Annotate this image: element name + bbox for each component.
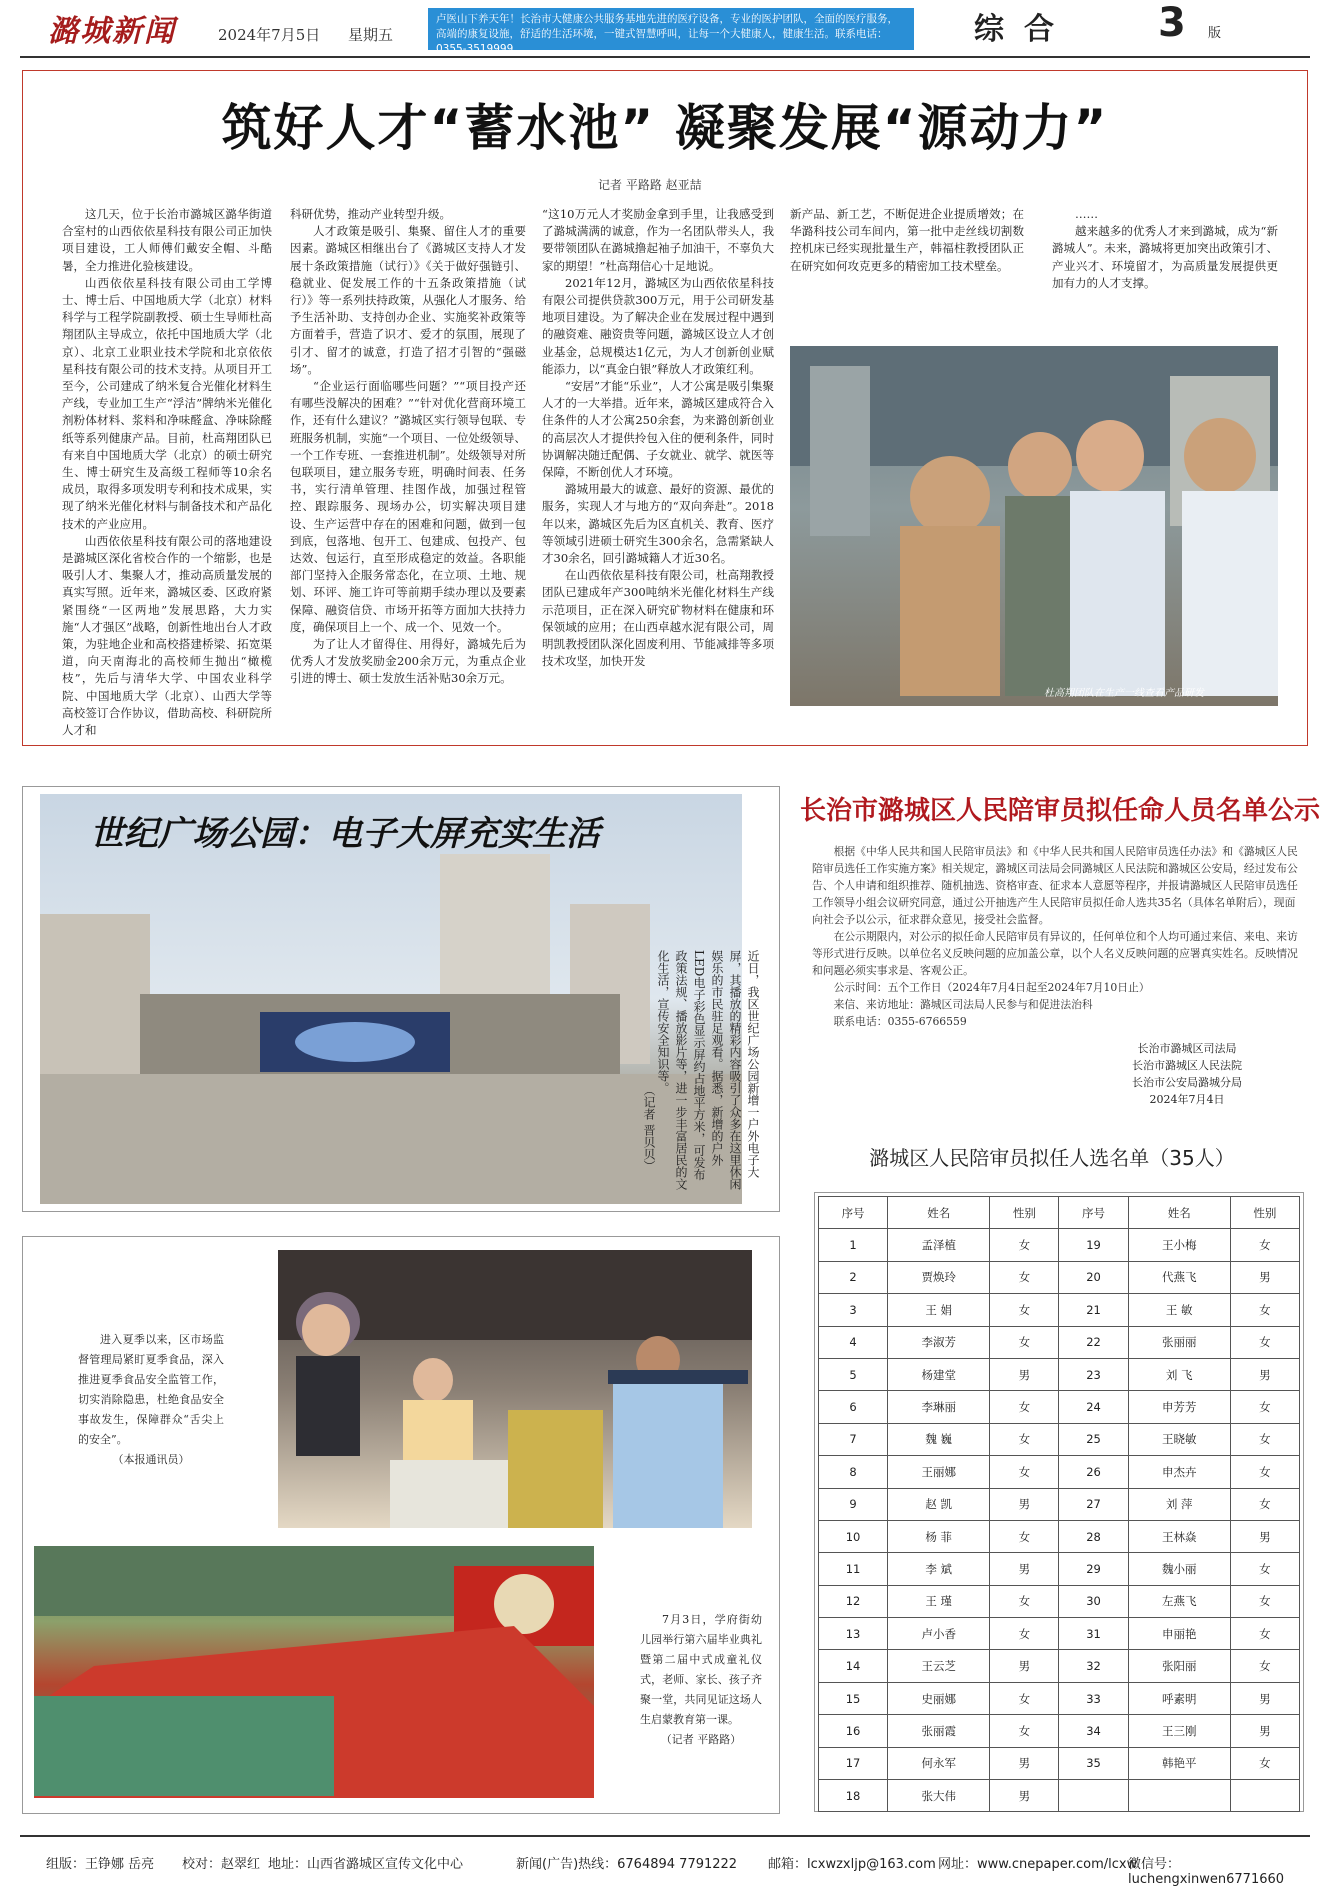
newspaper-logo: 潞城新闻 [48,14,176,49]
issue-date: 2024年7月5日 [218,26,321,44]
table-cell: 魏 巍 [888,1423,990,1455]
table-cell: 王林焱 [1128,1520,1230,1552]
table-cell: 7 [819,1423,888,1455]
ceremony-text [640,1610,762,1750]
table-cell: 15 [819,1682,888,1714]
paragraph: 为了让人才留得住、用得好，潞城先后为优秀人才发放奖励金200余万元，为重点企业引进的博士、硕士发放生活补贴30余万元。 [290,637,526,686]
table-cell: 王 瑾 [888,1585,990,1617]
graduation-ceremony-photo [34,1546,594,1798]
table-cell: 李淑芳 [888,1326,990,1358]
paragraph: 山西依依星科技有限公司的落地建设是潞城区深化省校合作的一个缩影，也是吸引人才、集聚人才，推动高质量发展的真实写照。近年来，潞城区委、区政府紧紧围绕“一区两地”发展思路，大力实施“人才强区”战略，创新性地出台人才政策，为驻地企业和高校搭建桥梁、拓宽渠道，向天南海北的高校师生抛出“橄榄枝”，先后与清华大学、中国农业科学院、中国地质大学（北京）、山西大学等高校签订合作协议，借助高校、科研院所人才和 [62,533,272,738]
table-cell: 12 [819,1585,888,1617]
lead-headline: 筑好人才“蓄水池” 凝聚发展“源动力” [221,99,1109,157]
table-cell: 女 [990,1261,1059,1293]
table-row [819,1780,1300,1812]
table-cell: 王 敏 [1128,1294,1230,1326]
table-cell: 杨建堂 [888,1358,990,1390]
table-cell: 申芳芳 [1128,1391,1230,1423]
table-cell: 男 [1230,1715,1299,1747]
lead-column-2 [290,206,526,688]
page-suffix: 版 [1208,26,1222,41]
table-cell: 8 [819,1456,888,1488]
table-row [819,1456,1300,1488]
table-cell: 王 娟 [888,1294,990,1326]
table-cell: 申丽艳 [1128,1618,1230,1650]
table-cell: 孟泽植 [888,1229,990,1261]
table-cell: 女 [990,1229,1059,1261]
table-cell: 史丽娜 [888,1682,990,1714]
table-cell: 11 [819,1553,888,1585]
masthead-rule [20,56,1310,58]
section-name: 综合 [974,12,1074,47]
paragraph: “企业运行面临哪些问题？”“项目投产还有哪些没解决的困难？”“针对优化营商环境工作，还有什么建议？”潞城区实行领导包联、专班服务机制，实施“一个项目、一位处级领导、一个工作专班、一套推进机制”。处级领导对所包联项目，建立服务专班，明确时间表、任务书，实行清单管理、挂图作战，加强过程管控、跟踪服务、现场办公，切实解决项目建设、生产运营中存在的困难和问题，做到一包到底，包落地、包开工、包建成、包投产、包达效、包运行，直至形成稳定的效益。各职能部门坚持入企服务常态化，在立项、土地、规划、环评、施工许可等前期手续办理以及要素保障、融资信贷、市场开拓等方面加大扶持力度，确保项目上一个、成一个、见效一个。 [290,379,526,634]
table-row [819,1747,1300,1779]
table-cell: 呼素明 [1128,1682,1230,1714]
signer: 长治市潞城区人民法院 [1132,1059,1242,1072]
table-header-cell: 姓名 [1128,1197,1230,1229]
paragraph: 山西依依星科技有限公司由工学博士、博士后、中国地质大学（北京）材料科学与工程学院副教授、硕士生导师杜高翔团队主导成立，依托中国地质大学（北京）、北京工业职业技术学院和北京依依星科技有限公司的技术支持。从项目开工至今，公司建成了纳米复合光催化材料生产线，专业加工生产“浮洁”牌纳米光催化剂粉体材料、浆料和净味醛盒、净味除醛纸等系列健康产品。目前，杜高翔团队已有来自中国地质大学（北京）的硕士研究生、博士研究生及高级工程师等10余名成员，取得多项发明专利和技术成果，实现了纳米光催化材料与制备技术和产品化技术的产业应用。 [62,275,272,531]
table-cell: 13 [819,1618,888,1650]
factory-photo [790,346,1278,706]
table-cell: 女 [1230,1294,1299,1326]
table-cell: 33 [1059,1682,1128,1714]
table-row [819,1294,1300,1326]
table-cell: 男 [1230,1520,1299,1552]
table-row [819,1358,1300,1390]
table-cell: 男 [990,1650,1059,1682]
paragraph: 这几天，位于长治市潞城区潞华街道合室村的山西依依星科技有限公司正加快项目建设，工人师傅们戴安全帽、斗酷暑，全力推进化验核建设。 [62,207,272,273]
photo-caption: 杜高翔团队在生产一线查看产品研发 [1044,688,1204,699]
signer: 长治市潞城区司法局 [1137,1042,1237,1055]
paragraph: 进入夏季以来，区市场监督管理局紧盯夏季食品，深入推进夏季食品安全监管工作，切实消除隐患，杜绝食品安全事故发生，保障群众“舌尖上的安全”。 [78,1333,224,1446]
plaza-scene-illustration [40,794,742,1204]
paragraph: 联系电话：0355-6766559 [833,1015,967,1028]
table-header-row [819,1197,1300,1229]
table-cell: 杨 菲 [888,1520,990,1552]
table-cell: 3 [819,1294,888,1326]
table-header-cell: 序号 [1059,1197,1128,1229]
table-cell: 34 [1059,1715,1128,1747]
table-cell: 女 [1230,1391,1299,1423]
table-row [819,1326,1300,1358]
table-cell: 男 [1230,1358,1299,1390]
table-cell: 女 [990,1520,1059,1552]
table-cell: 25 [1059,1423,1128,1455]
plaza-screen-photo [40,794,742,1204]
table-cell: 女 [1230,1456,1299,1488]
table-cell: 申杰卉 [1128,1456,1230,1488]
table-cell [1128,1780,1230,1812]
table-cell: 10 [819,1520,888,1552]
table-cell: 35 [1059,1747,1128,1779]
table-row [819,1423,1300,1455]
table-cell: 张阳丽 [1128,1650,1230,1682]
notice-signers [1102,1040,1272,1108]
table-cell: 刘 飞 [1128,1358,1230,1390]
table-cell: 23 [1059,1358,1128,1390]
paragraph: 越来越多的优秀人才来到潞城，成为“新潞城人”。未来，潞城将更加突出政策引才、产业兴才、环境留才，为高质量发展提供更加有力的人才支撑。 [1052,224,1278,290]
table-cell: 男 [990,1780,1059,1812]
juror-table [818,1196,1300,1812]
lead-column-4 [790,206,1024,275]
table-cell: 男 [1230,1261,1299,1293]
lead-column-1 [62,206,272,739]
ceremony-scene-illustration [34,1546,594,1798]
lead-column-3 [542,206,774,670]
table-cell: 17 [819,1747,888,1779]
footer-address: 地址：山西省潞城区宣传文化中心 [268,1857,464,1872]
factory-scene-illustration [790,346,1278,706]
table-header-cell: 性别 [990,1197,1059,1229]
table-cell: 李琳丽 [888,1391,990,1423]
signer: 长治市公安局潞城分局 [1132,1076,1242,1089]
table-row [819,1488,1300,1520]
table-cell: 女 [990,1682,1059,1714]
footer-hotline: 新闻(广告)热线：6764894 7791222 [516,1857,738,1872]
table-row [819,1520,1300,1552]
paragraph: 公示时间：五个工作日（2024年7月4日起至2024年7月10日止） [833,981,1150,994]
table-cell: 24 [1059,1391,1128,1423]
table-cell: 女 [990,1326,1059,1358]
paragraph: “这10万元人才奖励金拿到手里，让我感受到了潞城满满的诚意，作为一名团队带头人，我要带领团队在潞城撸起袖子加油干，不辜负大家的期望！”杜高翔信心十足地说。 [542,207,774,273]
paragraph: 人才政策是吸引、集聚、留住人才的重要因素。潞城区相继出台了《潞城区支持人才发展十条政策措施（试行）》《关于做好强链引、稳就业、促发展工作的十五条政策措施（试行）》等一系列扶持政策，从强化人才服务、给予生活补助、支持创办企业、实施奖补政策等方面着手，营造了识才、爱才的氛围，展现了引才、留才的诚意，打造了招才引智的“强磁场”。 [290,224,526,376]
table-cell: 31 [1059,1618,1128,1650]
table-cell: 女 [990,1294,1059,1326]
table-cell: 女 [1230,1650,1299,1682]
table-row [819,1585,1300,1617]
table-cell: 李 斌 [888,1553,990,1585]
market-inspection-photo [278,1250,752,1528]
table-cell: 贾焕玲 [888,1261,990,1293]
plaza-text: 近日，我区世纪广场公园新增一户外电子大屏，其播放的精彩内容吸引了众多在这里休闲娱乐的市民驻足观看。据悉，新增的户外LED电子彩色显示屏约占地平方米，可发布政策法规、播放影片等，进一步丰富居民的文化生活，宣传安全知识等。 [656,950,760,1190]
signer-date: 2024年7月4日 [1149,1093,1225,1106]
table-row [819,1650,1300,1682]
table-cell [1230,1780,1299,1812]
table-row [819,1715,1300,1747]
table-cell: 张丽丽 [1128,1326,1230,1358]
table-cell: 女 [1230,1585,1299,1617]
market-scene-illustration [278,1250,752,1528]
table-cell: 男 [990,1747,1059,1779]
food-safety-text [78,1330,224,1470]
table-cell: 男 [990,1488,1059,1520]
ad-text: 卢医山下养天年！长治市大健康公共服务基地先进的医疗设备，专业的医护团队，全面的医疗服务，高端的康复设施，舒适的生活环境，一键式智慧呼叫，让每一个大健康人，健康生活。联系电话：0355-3519999 [436,13,898,55]
table-cell: 左燕飞 [1128,1585,1230,1617]
table-cell: 4 [819,1326,888,1358]
paragraph: 7月3日，学府街幼儿园举行第六届毕业典礼暨第二届中式成童礼仪式，老师、家长、孩子齐聚一堂，共同见证这场人生启蒙教育第一课。 [640,1613,762,1726]
table-cell: 女 [990,1456,1059,1488]
table-cell: 女 [1230,1488,1299,1520]
table-cell: 5 [819,1358,888,1390]
table-cell: 魏小丽 [1128,1553,1230,1585]
table-cell: 女 [990,1715,1059,1747]
issue-weekday: 星期五 [348,26,394,44]
table-header-cell: 性别 [1230,1197,1299,1229]
table-cell: 张丽霞 [888,1715,990,1747]
table-header-cell: 序号 [819,1197,888,1229]
table-cell: 18 [819,1780,888,1812]
paragraph: 2021年12月，潞城区为山西依依星科技有限公司提供贷款300万元，用于公司研发基地项目建设。为了解决企业在发展过程中遇到的融资难、融资贵等问题，潞城区设立人才创业基金，总规模达1亿元，为人才创新创业赋能添力，以“真金白银”释放人才政策红利。 [542,275,774,376]
footer-editor: 组版：王铮娜 岳亮 [46,1857,155,1872]
table-header-cell: 姓名 [888,1197,990,1229]
table-cell: 王晓敏 [1128,1423,1230,1455]
table-cell: 2 [819,1261,888,1293]
table-cell: 女 [990,1423,1059,1455]
table-row [819,1391,1300,1423]
table-cell: 女 [1230,1423,1299,1455]
paragraph: 在山西依依星科技有限公司，杜高翔教授团队已建成年产300吨纳米光催化材料生产线示范项目，正在深入研究矿物材料在健康和环保领域的应用；在山西卓越水泥有限公司，周明凯教授团队深化固废利用、节能减排等多项技术攻坚，加快开发 [542,568,774,669]
juror-table-frame [814,1192,1304,1812]
table-row [819,1229,1300,1261]
byline: （本报通讯员） [112,1453,190,1466]
table-cell: 女 [990,1585,1059,1617]
paragraph: 在公示期限内，对公示的拟任命人民陪审员有异议的，任何单位和个人均可通过来信、来电、来访等形式进行反映。以单位名义反映问题的应加盖公章，以个人名义反映问题的应署真实姓名。反映情况和问题必须实事求是、客观公正。 [812,930,1298,977]
table-cell: 女 [1230,1553,1299,1585]
table-cell: 王三刚 [1128,1715,1230,1747]
table-cell: 14 [819,1650,888,1682]
table-row [819,1261,1300,1293]
table-cell: 王丽娜 [888,1456,990,1488]
table-cell: 男 [1230,1682,1299,1714]
table-cell: 21 [1059,1294,1128,1326]
table-cell: 刘 萍 [1128,1488,1230,1520]
footer-website[interactable]: 网址：www.cnepaper.com/lcxw [938,1857,1138,1872]
paragraph: 科研优势，推动产业转型升级。 [290,207,451,221]
lead-byline: 记者 平路路 赵亚喆 [598,178,702,192]
table-cell: 女 [1230,1747,1299,1779]
table-cell: 王云芝 [888,1650,990,1682]
plaza-title: 世纪广场公园：电子大屏充实生活 [90,814,600,854]
notice-body [812,843,1300,1030]
paragraph: 新产品、新工艺，不断促进企业提质增效；在华潞科技公司车间内，第一批中走丝线切割数控机床已经实现批量生产，韩福柱教授团队正在研究如何攻克更多的精密加工技术壁垒。 [790,207,1024,273]
table-cell: 9 [819,1488,888,1520]
table-cell: 女 [1230,1618,1299,1650]
footer-wechat: 微信号：luchengxinwen6771660 [1128,1857,1285,1887]
table-cell: 张大伟 [888,1780,990,1812]
table-cell: 王小梅 [1128,1229,1230,1261]
table-cell: 20 [1059,1261,1128,1293]
table-cell: 女 [1230,1326,1299,1358]
page-number: 3 [1158,0,1186,46]
table-cell: 6 [819,1391,888,1423]
table-cell: 何永军 [888,1747,990,1779]
table-cell: 男 [990,1358,1059,1390]
footer-email[interactable]: 邮箱：lcxwzxljp@163.com [768,1857,936,1872]
table-cell: 30 [1059,1585,1128,1617]
table-row [819,1618,1300,1650]
table-cell: 女 [990,1618,1059,1650]
table-row [819,1682,1300,1714]
paragraph: 来信、来访地址：潞城区司法局人民参与和促进法治科 [833,998,1093,1011]
plaza-byline: （记者 晋贝贝） [642,1084,656,1172]
page-footer [20,1835,1310,1887]
ad-banner[interactable] [428,8,914,55]
table-cell: 女 [1230,1229,1299,1261]
table-cell: 28 [1059,1520,1128,1552]
paragraph: 潞城用最大的诚意、最好的资源、最优的服务，实现人才与地方的“双向奔赴”。2018年以来，潞城区先后为区直机关、教育、医疗等领域引进硕士研究生300余名，急需紧缺人才30余名，回引潞城籍人才近30名。 [542,482,774,566]
table-cell: 代燕飞 [1128,1261,1230,1293]
table-cell: 19 [1059,1229,1128,1261]
paragraph: …… [1075,207,1098,221]
table-cell: 韩艳平 [1128,1747,1230,1779]
table-cell: 22 [1059,1326,1128,1358]
notice-title: 长治市潞城区人民陪审员拟任命人员名单公示 [800,796,1320,826]
paragraph: “安居”才能“乐业”，人才公寓是吸引集聚人才的一大举措。近年来，潞城区建成符合入住条件的人才公寓250余套，为来潞创新创业的高层次人才提供拎包入住的便利条件，同时协调解决随迁配偶、子女就业、就学、就医等保障，不断创优人才环境。 [542,379,774,480]
table-cell: 29 [1059,1553,1128,1585]
table-cell: 卢小香 [888,1618,990,1650]
byline: （记者 平路路） [660,1733,742,1746]
table-cell: 1 [819,1229,888,1261]
table-row [819,1553,1300,1585]
table-cell: 27 [1059,1488,1128,1520]
table-cell: 16 [819,1715,888,1747]
footer-proof: 校对：赵翠红 [182,1857,261,1872]
table-cell: 32 [1059,1650,1128,1682]
table-cell: 赵 凯 [888,1488,990,1520]
juror-table-title: 潞城区人民陪审员拟任人选名单（35人） [869,1146,1235,1170]
paragraph: 根据《中华人民共和国人民陪审员法》和《中华人民共和国人民陪审员选任办法》和《潞城区人民陪审员选任工作实施方案》相关规定，潞城区司法局会同潞城区人民法院和潞城区公安局，经过发布公告、个人申请和组织推荐、随机抽选、资格审查、征求本人意愿等程序，并报请潞城区人民陪审员选任工作领导小组会议研究同意，通过公开抽选产生人民陪审员拟任命人选共35名（具体名单附后），现面向社会予以公示，征求群众意见，接受社会监督。 [812,845,1298,926]
table-cell: 男 [990,1553,1059,1585]
table-cell: 26 [1059,1456,1128,1488]
table-cell [1059,1780,1128,1812]
table-cell: 女 [990,1391,1059,1423]
lead-column-5 [1052,206,1278,292]
